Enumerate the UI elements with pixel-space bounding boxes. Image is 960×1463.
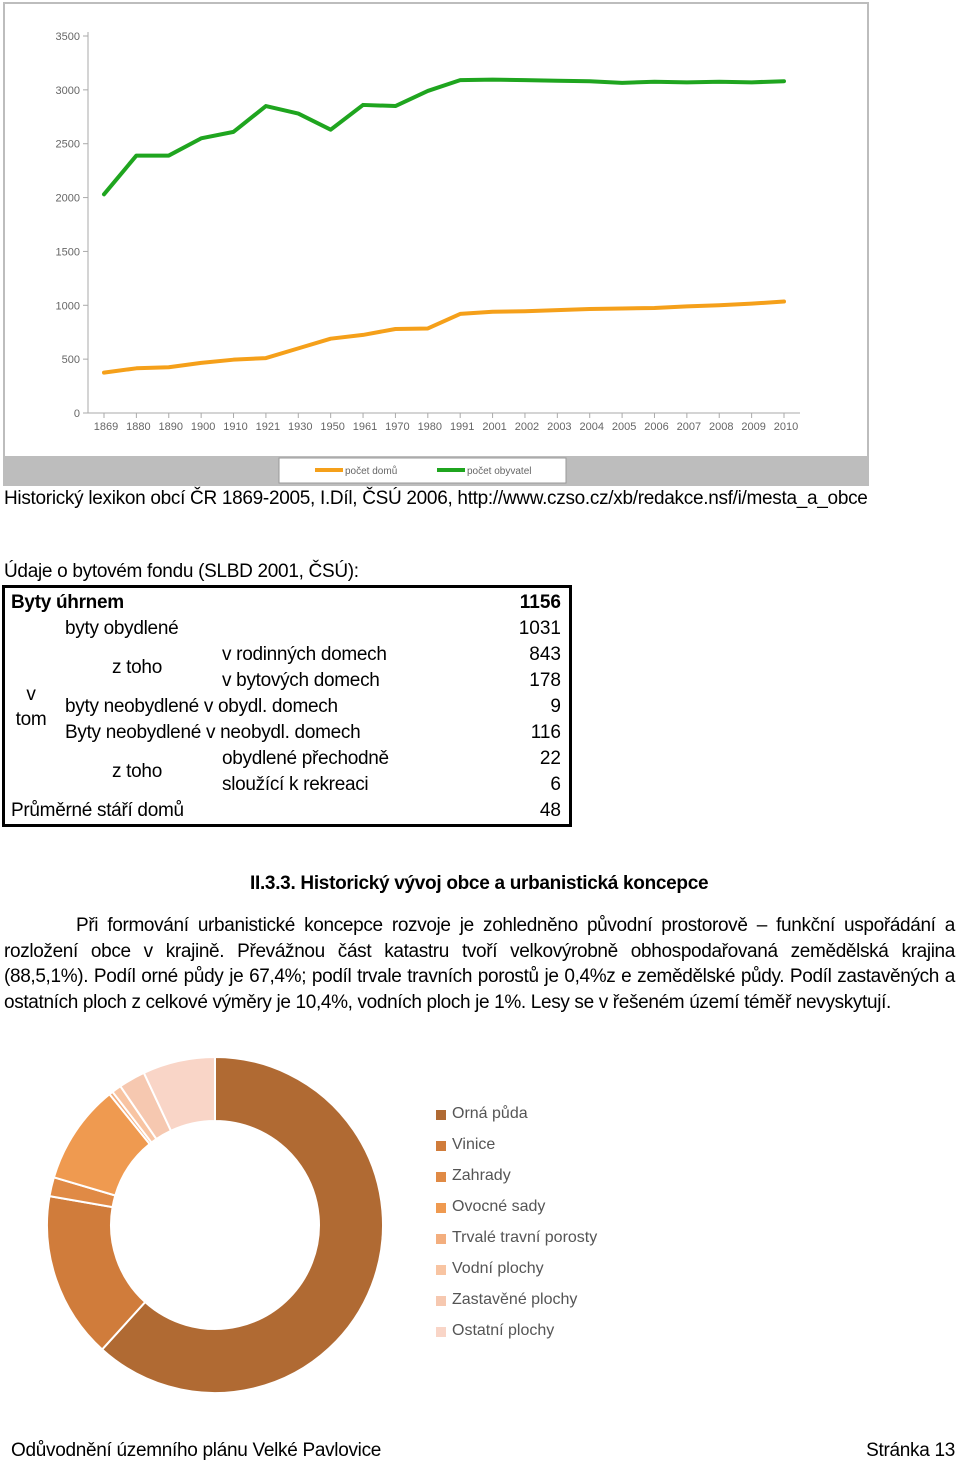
legend-label-0: počet domů	[345, 466, 398, 477]
line-chart-svg	[3, 2, 869, 486]
unoccupied-in-unoccupied-label: Byty neobydlené v neobydl. domech	[65, 722, 361, 743]
x-tick-label: 2002	[514, 421, 540, 433]
avg-age-value: 48	[539, 800, 561, 821]
total-label: Byty úhrnem	[11, 592, 124, 613]
unoccupied-in-occupied-value: 9	[550, 696, 561, 717]
legend-label: Trvalé travní porosty	[452, 1229, 598, 1246]
x-tick-label: 1900	[190, 421, 216, 433]
total-value: 1156	[519, 592, 561, 613]
y-tick-label: 1500	[55, 246, 80, 259]
x-tick-label: 2008	[708, 421, 734, 433]
legend-swatch	[436, 1265, 446, 1275]
legend-label: Vinice	[452, 1136, 496, 1153]
unoccupied-in-unoccupied-value: 116	[530, 722, 561, 743]
y-tick-label: 2000	[55, 192, 80, 205]
occupied-value: 1031	[518, 618, 561, 639]
legend-label: Zahrady	[452, 1167, 511, 1184]
footer-title: Odůvodnění územního plánu Velké Pavlovice	[11, 1440, 382, 1461]
recreation-label: sloužící k rekreaci	[222, 774, 369, 795]
legend-label: Vodní plochy	[452, 1260, 544, 1277]
x-tick-label: 2010	[773, 421, 799, 433]
x-tick-label: 2007	[676, 421, 702, 433]
legend-label: Ovocné sady	[452, 1198, 546, 1215]
x-tick-label: 2005	[611, 421, 637, 433]
housing-table	[2, 585, 572, 827]
temporary-label: obydlené přechodně	[222, 748, 389, 769]
donut-chart	[40, 1050, 390, 1400]
legend-swatch	[436, 1203, 446, 1213]
x-tick-label: 1869	[93, 421, 119, 433]
x-tick-label: 1980	[417, 421, 443, 433]
y-tick-label: 1000	[55, 300, 80, 313]
apartment-house-value: 178	[529, 670, 561, 691]
family-house-value: 843	[529, 644, 561, 665]
legend-label: Zastavěné plochy	[452, 1291, 578, 1308]
y-tick-label: 0	[73, 408, 80, 420]
avg-age-label: Průměrné stáří domů	[11, 800, 184, 821]
temporary-value: 22	[539, 748, 561, 769]
apartment-house-label: v bytových domech	[222, 670, 380, 691]
legend-swatch	[436, 1234, 446, 1244]
housing-intro: Údaje o bytovém fondu (SLBD 2001, ČSÚ):	[4, 561, 359, 582]
x-tick-label: 1910	[223, 421, 248, 433]
line-chart	[3, 2, 869, 486]
legend-swatch	[436, 1110, 446, 1120]
legend-swatch	[436, 1327, 446, 1337]
legend-swatch	[436, 1141, 446, 1151]
recreation-value: 6	[550, 774, 561, 795]
section-heading: II.3.3. Historický vývoj obce a urbanistická koncepce	[250, 873, 709, 894]
x-tick-label: 1991	[449, 421, 475, 433]
of-which-label-1: z toho	[112, 657, 162, 678]
in-that-label: v tom	[15, 684, 47, 730]
x-tick-label: 1921	[255, 421, 281, 433]
x-tick-label: 2004	[579, 421, 604, 433]
y-tick-label: 2500	[55, 138, 80, 151]
source-citation: Historický lexikon obcí ČR 1869-2005, I.Díl, ČSÚ 2006, http://www.czso.cz/xb/redakce.nsf/i/mesta_a_obce	[4, 488, 868, 509]
x-tick-label: 2003	[547, 421, 572, 433]
legend-swatch	[436, 1296, 446, 1306]
y-tick-label: 3500	[55, 31, 80, 43]
x-tick-label: 1970	[385, 421, 410, 433]
x-tick-label: 1880	[126, 421, 151, 433]
legend-swatch	[436, 1172, 446, 1182]
legend-label-1: počet obyvatel	[467, 466, 532, 477]
plot-background	[5, 4, 867, 456]
section-paragraph: Při formování urbanistické koncepce rozvoje je zohledněno původní prostorově – funkční uspořádání a rozložení obce v krajině. Převážnou část katastru tvoří velkovýrobně obhospodařovaná zemědělská krajina (88,5,1%). Podíl orné půdy je 67,4%; podíl trvale travních porostů je 0,4%z e zemědělské půdy. Podíl zastavěných a ostatních ploch z celkové výměry je 10,4%, vodních ploch je 1%. Lesy se v řešeném území téměř nevyskytují.	[4, 915, 955, 1013]
legend-label: Ostatní plochy	[452, 1322, 555, 1339]
legend-label: Orná půda	[452, 1105, 528, 1122]
y-tick-label: 3000	[55, 84, 80, 97]
unoccupied-in-occupied-label: byty neobydlené v obydl. domech	[65, 696, 338, 717]
occupied-label: byty obydlené	[65, 618, 179, 639]
family-house-label: v rodinných domech	[222, 644, 387, 665]
x-tick-label: 2009	[741, 421, 766, 433]
x-tick-label: 2006	[644, 421, 669, 433]
x-tick-label: 1950	[320, 421, 345, 433]
y-tick-label: 500	[61, 354, 80, 367]
of-which-label-2: z toho	[112, 761, 162, 782]
x-tick-label: 2001	[482, 421, 507, 433]
footer-page-number: Stránka 13	[866, 1440, 955, 1461]
x-tick-label: 1930	[288, 421, 313, 433]
x-tick-label: 1890	[158, 421, 184, 433]
line-chart-legend	[279, 458, 566, 483]
x-tick-label: 1961	[352, 421, 378, 433]
